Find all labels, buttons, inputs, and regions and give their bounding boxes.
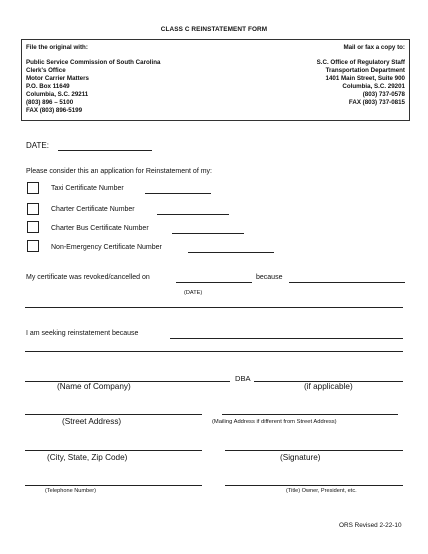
charter-label: Charter Certificate Number	[51, 206, 135, 213]
form-title: CLASS C REINSTATEMENT FORM	[160, 26, 268, 33]
charter-checkbox[interactable]	[27, 203, 39, 215]
address-line: (803) 896 – 5100	[26, 99, 74, 106]
non-emergency-number-field[interactable]	[188, 252, 274, 253]
address-line: (803) 737-0578	[362, 91, 405, 98]
seeking-line-2[interactable]	[25, 351, 403, 352]
seeking-label: I am seeking reinstatement because	[26, 330, 139, 337]
address-line: FAX (803) 896-5199	[26, 107, 83, 114]
signature-caption: (Signature)	[280, 453, 321, 462]
applicable-caption: (if applicable)	[304, 382, 353, 391]
non-emergency-label: Non-Emergency Certificate Number	[51, 244, 162, 251]
phone-caption: (Telephone Number)	[45, 488, 96, 494]
mailing-caption: (Mailing Address if different from Street Address)	[212, 419, 337, 425]
reason-line-1[interactable]	[25, 307, 403, 308]
phone-field[interactable]	[25, 485, 202, 486]
intro-text: Please consider this an application for Reinstatement of my:	[26, 168, 212, 175]
revoked-label: My certificate was revoked/cancelled on	[26, 274, 150, 281]
revoked-date-field[interactable]	[176, 282, 252, 283]
title-caption: (Title) Owner, President, etc.	[286, 488, 357, 494]
copy-address	[317, 44, 405, 107]
address-line: Columbia, S.C. 29201	[342, 83, 405, 90]
copy-header: Mail or fax a copy to:	[343, 44, 405, 51]
taxi-label: Taxi Certificate Number	[51, 185, 124, 192]
because-label: because	[256, 274, 283, 281]
charter-number-field[interactable]	[157, 214, 229, 215]
because-field[interactable]	[289, 282, 405, 283]
city-caption: (City, State, Zip Code)	[47, 453, 128, 462]
seeking-field[interactable]	[170, 338, 403, 339]
street-caption: (Street Address)	[62, 417, 122, 426]
address-line: Public Service Commission of South Carolina	[26, 59, 161, 66]
mailing-field[interactable]	[222, 414, 398, 415]
company-caption: (Name of Company)	[57, 382, 131, 391]
address-line: Clerk's Office	[26, 67, 66, 74]
dba-label: DBA	[235, 374, 251, 383]
address-line: Motor Carrier Matters	[26, 75, 89, 82]
date-caption: (DATE)	[184, 290, 203, 296]
address-line: P.O. Box 11649	[26, 83, 70, 90]
city-field[interactable]	[25, 450, 202, 451]
signature-field[interactable]	[225, 450, 403, 451]
file-original-address	[26, 44, 160, 115]
title-field[interactable]	[225, 485, 403, 486]
non-emergency-checkbox[interactable]	[27, 240, 39, 252]
charter-bus-number-field[interactable]	[172, 233, 244, 234]
revision-text: ORS Revised 2-22-10	[339, 522, 402, 529]
address-line: S.C. Office of Regulatory Staff	[316, 59, 405, 66]
address-line: Columbia, S.C. 29211	[26, 91, 89, 98]
address-line: Transportation Department	[325, 67, 405, 74]
date-field[interactable]	[58, 150, 152, 151]
charter-bus-label: Charter Bus Certificate Number	[51, 225, 149, 232]
address-line: FAX (803) 737-0815	[348, 99, 405, 106]
charter-bus-checkbox[interactable]	[27, 221, 39, 233]
date-label: DATE:	[26, 141, 49, 150]
address-line: 1401 Main Street, Suite 900	[325, 75, 405, 82]
street-field[interactable]	[25, 414, 202, 415]
taxi-number-field[interactable]	[145, 193, 211, 194]
taxi-checkbox[interactable]	[27, 182, 39, 194]
file-original-header: File the original with:	[26, 44, 88, 51]
